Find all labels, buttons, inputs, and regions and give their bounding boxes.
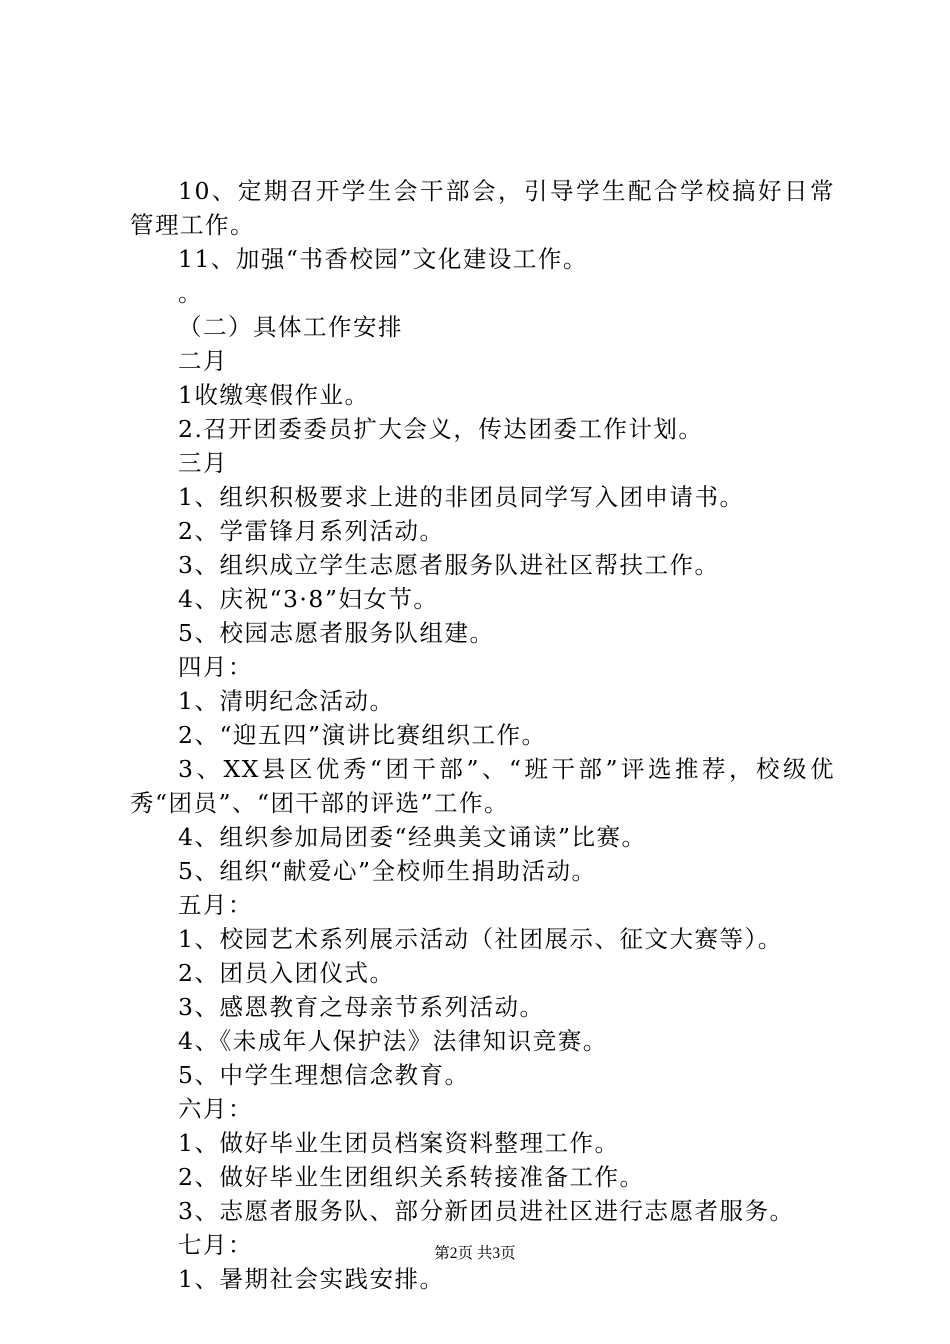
- list-item: 2、学雷锋月系列活动。: [178, 517, 445, 545]
- list-item: 3、感恩教育之母亲节系列活动。: [178, 993, 545, 1021]
- list-item: 4、《未成年人保护法》法律知识竞赛。: [178, 1027, 608, 1055]
- list-item: 4、庆祝“3·8”妇女节。: [178, 585, 439, 613]
- month-heading: 三月: [178, 449, 228, 477]
- list-item: 2、做好毕业生团组织关系转接准备工作。: [178, 1163, 645, 1191]
- list-item: 3、组织成立学生志愿者服务队进社区帮扶工作。: [178, 551, 720, 579]
- list-item: 1、暑期社会实践安排。: [178, 1265, 445, 1293]
- list-item: 2、“迎五四”演讲比赛组织工作。: [178, 721, 547, 749]
- list-item: 3、志愿者服务队、部分新团员进社区进行志愿者服务。: [178, 1197, 795, 1225]
- paragraph-line: 。: [178, 279, 203, 307]
- month-heading: 六月：: [178, 1095, 253, 1123]
- list-item: 1、清明纪念活动。: [178, 687, 395, 715]
- list-item: 5、中学生理想信念教育。: [178, 1061, 470, 1089]
- paragraph-line: 11、加强“书香校园”文化建设工作。: [178, 245, 588, 273]
- list-item: 2、团员入团仪式。: [178, 959, 395, 987]
- list-item: 5、校园志愿者服务队组建。: [178, 619, 495, 647]
- month-heading: 二月: [178, 347, 228, 375]
- document-body: [130, 174, 835, 1296]
- section-heading: （二）具体工作安排: [178, 313, 403, 341]
- list-item: 1、组织积极要求上进的非团员同学写入团申请书。: [178, 483, 745, 511]
- month-heading: 七月：: [178, 1231, 253, 1259]
- page-number-footer: 第2页 共3页: [434, 1245, 516, 1262]
- list-item: 1收缴寒假作业。: [178, 381, 370, 409]
- list-item: 5、组织“献爱心”全校师生捐助活动。: [178, 857, 597, 885]
- list-item: 2.召开团委委员扩大会义，传达团委工作计划。: [178, 415, 704, 443]
- month-heading: 四月：: [178, 653, 253, 681]
- list-item: 1、校园艺术系列展示活动（社团展示、征文大赛等）。: [178, 925, 783, 953]
- list-item: 4、组织参加局团委“经典美文诵读”比赛。: [178, 823, 647, 851]
- month-heading: 五月：: [178, 891, 253, 919]
- paragraph-line: 10、定期召开学生会干部会，引导学生配合学校搞好日常管理工作。: [130, 177, 835, 239]
- list-item: 1、做好毕业生团员档案资料整理工作。: [178, 1129, 620, 1157]
- list-item: 3、XX县区优秀“团干部”、“班干部”评选推荐，校级优秀“团员”、“团干部的评选”工作。: [130, 755, 835, 817]
